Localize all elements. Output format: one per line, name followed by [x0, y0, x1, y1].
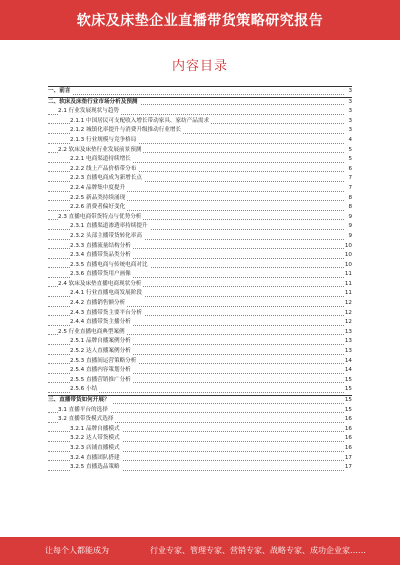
toc-entry-label: 2.2.5 新品类持续涌现 — [70, 194, 127, 204]
toc-entry[interactable] — [48, 242, 352, 252]
toc-entry-page: 6 — [347, 165, 352, 175]
toc-entry[interactable] — [48, 289, 352, 299]
toc-entry[interactable] — [48, 376, 352, 386]
toc-entry-page: 15 — [344, 406, 352, 416]
toc-entry[interactable] — [48, 107, 352, 117]
toc-entry-page: 13 — [344, 347, 352, 357]
toc-entry-label: 3.2.4 直播团队搭建 — [70, 454, 122, 464]
toc-entry[interactable] — [48, 117, 352, 127]
toc-entry-page: 14 — [344, 366, 352, 376]
toc-entry-label: 2.5.5 直播营销推广分析 — [70, 376, 133, 386]
toc-entry-label: 2.2.3 直播电商成为新增长点 — [70, 174, 144, 184]
toc-entry-page: 10 — [344, 261, 352, 271]
toc-entry-label: 2.2.4 品牌集中度提升 — [70, 184, 127, 194]
toc-heading: 内容目录 — [171, 59, 228, 74]
toc-entry-label: 3.2.5 直播选品策略 — [70, 463, 122, 473]
toc-entry[interactable] — [48, 318, 352, 328]
toc-entry[interactable] — [48, 184, 352, 194]
toc-entry[interactable] — [48, 299, 352, 309]
table-of-contents — [48, 86, 352, 473]
toc-entry-page: 9 — [347, 222, 352, 232]
toc-entry-page: 8 — [347, 194, 352, 204]
toc-entry-label: 3.2.3 店铺直播模式 — [70, 444, 122, 454]
toc-entry-label: 2.2 软床及床垫行业发展前景预测 — [58, 146, 143, 156]
toc-entry-page: 16 — [344, 415, 352, 425]
toc-entry-page: 5 — [347, 155, 352, 165]
toc-entry[interactable] — [48, 444, 352, 454]
toc-entry-page: 13 — [344, 328, 352, 338]
toc-entry[interactable] — [48, 97, 352, 108]
toc-entry[interactable] — [48, 270, 352, 280]
toc-entry-label: 2.4.1 行业直播电商发展阶段 — [70, 289, 144, 299]
toc-entry-label: 2.4 软床及床垫直播电商现状分析 — [58, 280, 143, 290]
toc-entry-page: 10 — [344, 242, 352, 252]
toc-entry[interactable] — [48, 280, 352, 290]
toc-entry-label: 3.2 直播带货模式选择 — [58, 415, 115, 425]
toc-entry[interactable] — [48, 155, 352, 165]
toc-entry-label: 3.1 直播平台的选择 — [58, 406, 110, 416]
toc-entry[interactable] — [48, 146, 352, 156]
toc-entry-page: 11 — [344, 270, 352, 280]
toc-entry-label: 3.2.1 品牌自播模式 — [70, 425, 122, 435]
toc-entry-page: 12 — [344, 299, 352, 309]
toc-entry-label: 2.4.2 直播销售额分析 — [70, 299, 127, 309]
toc-entry-label: 2.2.6 消费者偏好变化 — [70, 203, 127, 213]
dot-leader — [48, 94, 344, 95]
toc-entry-page: 15 — [344, 396, 352, 406]
toc-entry[interactable] — [48, 86, 352, 97]
toc-entry-label: 2.5 行业直播电商典型案例 — [58, 328, 127, 338]
toc-entry-label: 2.5.4 直播内容策划分析 — [70, 366, 133, 376]
toc-entry-label: 一、前言 — [48, 87, 72, 97]
toc-entry-label: 2.1.2 城镇化率提升与消费升级推动行业增长 — [70, 126, 183, 136]
toc-entry-page: 11 — [344, 280, 352, 290]
toc-entry-label: 2.3.4 直播带货品类分析 — [70, 251, 133, 261]
toc-entry-label: 2.5.3 直播间运营策略分析 — [70, 357, 138, 367]
toc-entry-label: 2.2.1 电商渠道持续增长 — [70, 155, 133, 165]
toc-entry[interactable] — [48, 328, 352, 338]
report-title: 软床及床垫企业直播带货策略研究报告 — [76, 13, 324, 29]
toc-entry-page: 12 — [344, 318, 352, 328]
toc-entry-label: 2.1 行业发展现状与趋势 — [58, 107, 121, 117]
toc-entry[interactable] — [48, 385, 352, 395]
toc-entry-label: 2.5.2 达人直播案例分析 — [70, 347, 133, 357]
toc-entry-page: 9 — [347, 213, 352, 223]
toc-entry-page: 3 — [347, 117, 352, 127]
toc-entry[interactable] — [48, 425, 352, 435]
toc-entry[interactable] — [48, 309, 352, 319]
toc-entry-page: 11 — [344, 289, 352, 299]
toc-entry-label: 2.5.6 小结 — [70, 385, 99, 395]
toc-entry-page: 3 — [347, 98, 352, 108]
toc-entry-page: 15 — [344, 376, 352, 386]
toc-entry-page: 17 — [344, 463, 352, 473]
toc-entry-label: 2.4.4 直播带货主播分析 — [70, 318, 133, 328]
toc-entry-page: 12 — [344, 309, 352, 319]
toc-entry-page: 3 — [347, 126, 352, 136]
toc-entry[interactable] — [48, 434, 352, 444]
toc-entry[interactable] — [48, 415, 352, 425]
toc-entry-page: 16 — [344, 425, 352, 435]
footer-slogan: 让每个人都能成为 — [45, 546, 109, 555]
toc-entry-label: 2.1.3 行业规模与竞争格局 — [70, 136, 138, 146]
toc-entry[interactable] — [48, 406, 352, 416]
toc-entry-page: 5 — [347, 146, 352, 156]
toc-entry-label: 2.5.1 品牌自播案例分析 — [70, 337, 133, 347]
toc-entry-label: 2.4.3 直播带货主要平台分析 — [70, 309, 144, 319]
toc-entry-page: 13 — [344, 337, 352, 347]
toc-entry[interactable] — [48, 232, 352, 242]
toc-entry-label: 2.3 直播电商带货特点与优势分析 — [58, 213, 143, 223]
toc-entry[interactable] — [48, 126, 352, 136]
toc-entry[interactable] — [48, 261, 352, 271]
toc-entry-label: 二、软床及床垫行业市场分析及预测 — [48, 98, 140, 108]
toc-entry-page: 16 — [344, 444, 352, 454]
toc-entry-page: 17 — [344, 454, 352, 464]
toc-entry[interactable] — [48, 395, 352, 406]
toc-entry-label: 2.3.5 直播电商与传统电商对比 — [70, 261, 150, 271]
toc-entry[interactable] — [48, 357, 352, 367]
toc-entry-label: 2.3.2 头部主播带货转化率高 — [70, 232, 144, 242]
toc-entry-label: 3.2.2 达人带货模式 — [70, 434, 122, 444]
toc-entry-label: 2.3.6 直播带货用户画像 — [70, 270, 133, 280]
toc-entry-page: 3 — [347, 87, 352, 97]
toc-entry[interactable] — [48, 463, 352, 473]
header-banner — [0, 0, 400, 40]
toc-entry-page: 3 — [347, 107, 352, 117]
toc-entry-label: 2.2.2 线上产品价格带分布 — [70, 165, 138, 175]
toc-entry-label: 2.3.1 直播渠道渗透率持续提升 — [70, 222, 150, 232]
toc-entry-page: 4 — [347, 136, 352, 146]
toc-entry-page: 10 — [344, 251, 352, 261]
toc-entry[interactable] — [48, 174, 352, 184]
toc-entry-page: 7 — [347, 174, 352, 184]
toc-entry[interactable] — [48, 347, 352, 357]
toc-entry-page: 14 — [344, 357, 352, 367]
toc-entry-label: 三、直播带货如何开展？ — [48, 396, 112, 406]
toc-entry-label: 2.1.1 中国居民可支配收入增长带动家具、家纺产品需求 — [70, 117, 211, 127]
toc-entry[interactable] — [48, 213, 352, 223]
toc-entry[interactable] — [48, 194, 352, 204]
toc-entry[interactable] — [48, 454, 352, 464]
toc-entry[interactable] — [48, 337, 352, 347]
toc-entry[interactable] — [48, 165, 352, 175]
toc-entry-page: 8 — [347, 203, 352, 213]
toc-entry[interactable] — [48, 366, 352, 376]
footer-banner — [0, 537, 400, 565]
toc-entry[interactable] — [48, 203, 352, 213]
toc-entry[interactable] — [48, 222, 352, 232]
toc-entry-page: 15 — [344, 385, 352, 395]
toc-entry[interactable] — [48, 251, 352, 261]
toc-entry-label: 2.3.3 直播流量结构分析 — [70, 242, 133, 252]
toc-entry-page: 16 — [344, 434, 352, 444]
footer-roles: 行业专家、管理专家、营销专家、战略专家、成功企业家…… — [150, 546, 366, 555]
toc-entry-page: 7 — [347, 184, 352, 194]
toc-entry[interactable] — [48, 136, 352, 146]
toc-entry-page: 9 — [347, 232, 352, 242]
